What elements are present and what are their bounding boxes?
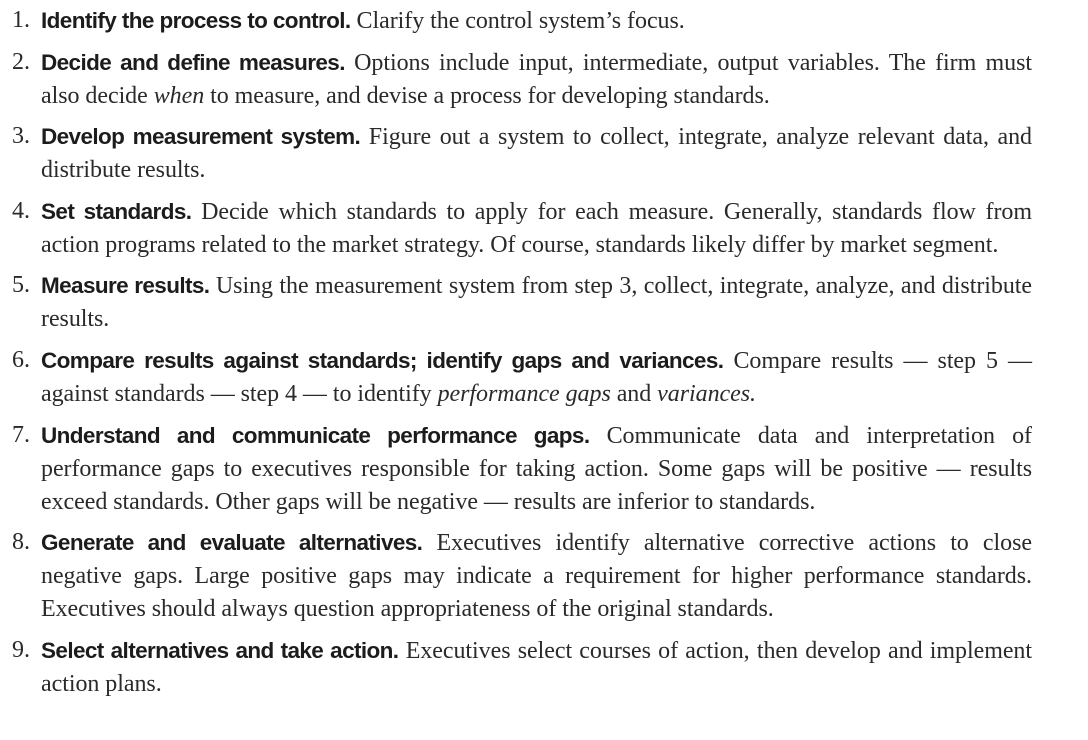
step-number: 6. — [12, 346, 30, 373]
step-number: 9. — [12, 636, 30, 663]
step-text: Executives select courses of action, then develop and implement action plans. — [41, 637, 1032, 697]
list-item-step-1 — [12, 4, 1032, 38]
step-number: 8. — [12, 529, 30, 556]
step-number: 3. — [12, 123, 30, 150]
step-heading: Generate and evaluate alternatives. — [41, 530, 423, 556]
list-item-step-7 — [12, 419, 1032, 519]
list-item-step-8 — [12, 526, 1032, 626]
control-process-steps-list — [12, 4, 1032, 701]
step-text: and — [610, 380, 658, 407]
step-number: 2. — [12, 48, 30, 75]
step-text: Options include input, intermediate, output variables. The firm must also decide — [41, 49, 1032, 109]
list-item-step-2 — [12, 46, 1032, 113]
step-heading: Measure results. — [41, 273, 210, 299]
step-heading: Select alternatives and take action. — [41, 637, 399, 663]
step-text: Clarify the control system’s focus. — [350, 8, 685, 34]
list-item-step-9 — [12, 634, 1032, 701]
list-item-step-5 — [12, 269, 1032, 336]
step-text: to measure, and devise a process for developing standards. — [204, 82, 770, 109]
step-number: 5. — [12, 272, 30, 299]
step-heading: Decide and define measures. — [41, 49, 345, 75]
step-heading: Identify the process to control. — [41, 8, 351, 33]
step-text: Using the measurement system from step 3, collect, integrate, analyze, and distribute results. — [41, 273, 1032, 333]
step-text-emphasis: when — [153, 82, 205, 109]
step-text: Decide which standards to apply for each measure. Generally, standards flow from action programs related to the market strategy. Of course, standards likely differ by market segment. — [41, 198, 1032, 258]
step-text: Communicate data and interpretation of performance gaps to executives responsible for taking action. Some gaps will be positive — results exceed standards. Other gaps will be negative — results are inferior to standards. — [41, 422, 1032, 515]
step-heading: Set standards. — [41, 198, 192, 224]
step-text: Figure out a system to collect, integrate, analyze relevant data, and distribute results. — [41, 124, 1032, 184]
step-text-emphasis: performance gaps — [437, 380, 611, 407]
step-number: 1. — [12, 7, 30, 33]
list-item-step-4 — [12, 195, 1032, 262]
list-item-step-3 — [12, 120, 1032, 187]
step-text: Executives identify alternative corrective actions to close negative gaps. Large positive gaps may indicate a requirement for higher performance standards. Executives should always question appropriateness of the original standards. — [41, 530, 1032, 623]
step-number: 7. — [12, 421, 30, 448]
step-heading: Compare results against standards; identify gaps and variances. — [41, 347, 724, 373]
step-text: Compare results — step 5 — against standards — step 4 — to identify — [41, 347, 1032, 407]
step-text-emphasis: variances. — [657, 380, 756, 407]
step-heading: Understand and communicate performance gaps. — [41, 422, 590, 448]
step-heading: Develop measurement system. — [41, 124, 361, 150]
list-item-step-6 — [12, 344, 1032, 411]
step-number: 4. — [12, 197, 30, 224]
